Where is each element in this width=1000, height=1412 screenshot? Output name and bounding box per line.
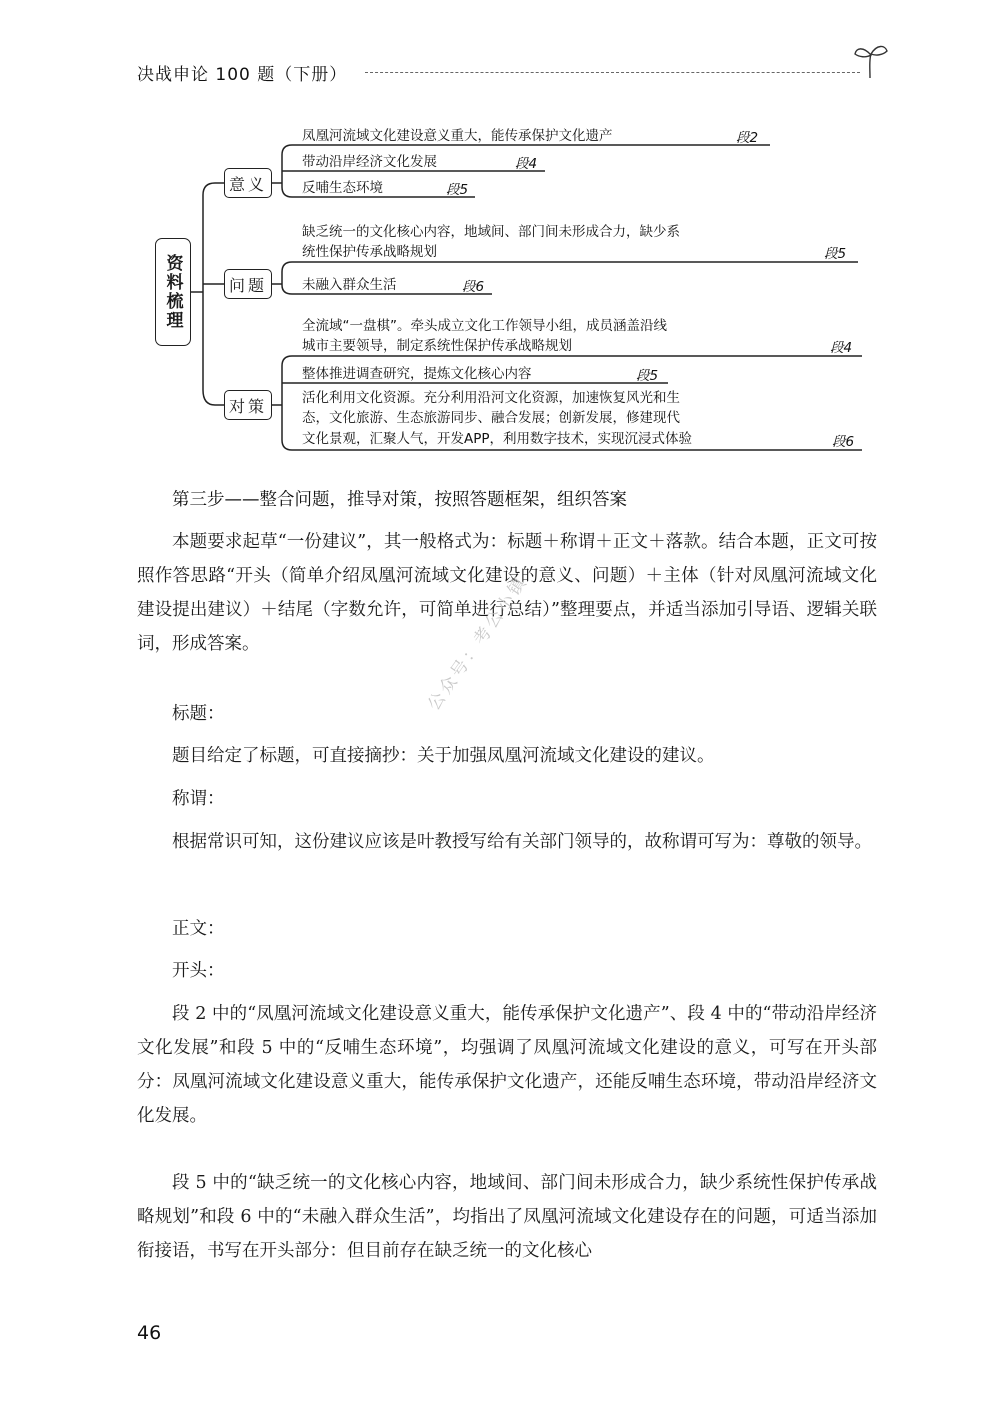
opening-label: 开头： — [172, 961, 225, 981]
paragraph-ref: 段5 — [824, 246, 847, 262]
page-number: 46 — [137, 1322, 162, 1344]
paragraph-ref: 段4 — [515, 156, 538, 172]
mindmap-item-line: 文化景观，汇聚人气，开发APP，利用数字技术，实现沉浸式体验 — [302, 431, 693, 447]
category-problems: 问题 — [224, 269, 272, 299]
paragraph-ref: 段4 — [830, 340, 853, 356]
main-text-label: 正文： — [172, 919, 225, 939]
running-header-title: 决战申论 100 题（下册） — [137, 65, 348, 85]
mind-map — [0, 0, 1000, 470]
root-node: 资料梳理 — [155, 238, 191, 346]
watermark: 公众号：考公小镇 — [424, 571, 533, 715]
paragraph-ref: 段5 — [446, 182, 469, 198]
mindmap-item-line: 活化利用文化资源。充分利用沿河文化资源，加速恢复风光和生 — [302, 390, 680, 406]
category-significance: 意义 — [224, 168, 272, 198]
title-paragraph: 题目给定了标题，可直接摘抄：关于加强凤凰河流域文化建设的建议。 — [172, 746, 715, 766]
mindmap-item-line: 全流域“一盘棋”。牵头成立文化工作领导小组，成员涵盖沿线 — [302, 318, 667, 334]
title-label: 标题： — [172, 704, 225, 724]
step-heading: 第三步——整合问题，推导对策，按照答题框架，组织答案 — [172, 490, 627, 510]
mindmap-item: 带动沿岸经济文化发展 — [302, 154, 437, 170]
paragraph-ref: 段2 — [736, 130, 759, 146]
mindmap-item-line: 缺乏统一的文化核心内容，地域间、部门间未形成合力，缺少系 — [302, 224, 680, 240]
salutation-paragraph: 根据常识可知，这份建议应该是叶教授写给有关部门领导的，故称谓可写为：尊敬的领导。 — [172, 832, 872, 852]
mindmap-item: 反哺生态环境 — [302, 180, 383, 196]
opening-paragraph: 段 5 中的“缺乏统一的文化核心内容，地域间、部门间未形成合力，缺少系统性保护传承战略规划”和段 6 中的“未融入群众生活”，均指出了凤凰河流域文化建设存在的问题，可适当添加衔接语，书写在开头部分：但目前存在缺乏统一的文化核心 — [137, 1173, 877, 1261]
intro-paragraph: 本题要求起草“一份建议”，其一般格式为：标题＋称谓＋正文＋落款。结合本题，正文可按照作答思路“开头（简单介绍凤凰河流域文化建设的意义、问题）＋主体（针对凤凰河流域文化建设提出建议）＋结尾（字数允许，可简单进行总结）”整理要点，并适当添加引导语、逻辑关联词，形成答案。 — [137, 532, 877, 654]
paragraph-ref: 段6 — [832, 434, 855, 450]
salutation-label: 称谓： — [172, 789, 225, 809]
mindmap-item-line: 统性保护传承战略规划 — [302, 244, 437, 260]
mindmap-item: 凤凰河流域文化建设意义重大，能传承保护文化遗产 — [302, 128, 613, 144]
mindmap-item: 未融入群众生活 — [302, 277, 397, 293]
paragraph-ref: 段5 — [636, 368, 659, 384]
paragraph-ref: 段6 — [462, 279, 485, 295]
opening-paragraph: 段 2 中的“凤凰河流域文化建设意义重大，能传承保护文化遗产”、段 4 中的“带动沿岸经济文化发展”和段 5 中的“反哺生态环境”，均强调了凤凰河流域文化建设的意义，可写在开头部分：凤凰河流域文化建设意义重大，能传承保护文化遗产，还能反哺生态环境，带动沿岸经济文化发展。 — [137, 1004, 877, 1126]
mindmap-item-line: 态，文化旅游、生态旅游同步、融合发展；创新发展，修建现代 — [302, 410, 680, 426]
mindmap-item-line: 城市主要领导，制定系统性保护传承战略规划 — [302, 338, 572, 354]
category-measures: 对策 — [224, 390, 272, 420]
mindmap-item: 整体推进调查研究，提炼文化核心内容 — [302, 366, 532, 382]
